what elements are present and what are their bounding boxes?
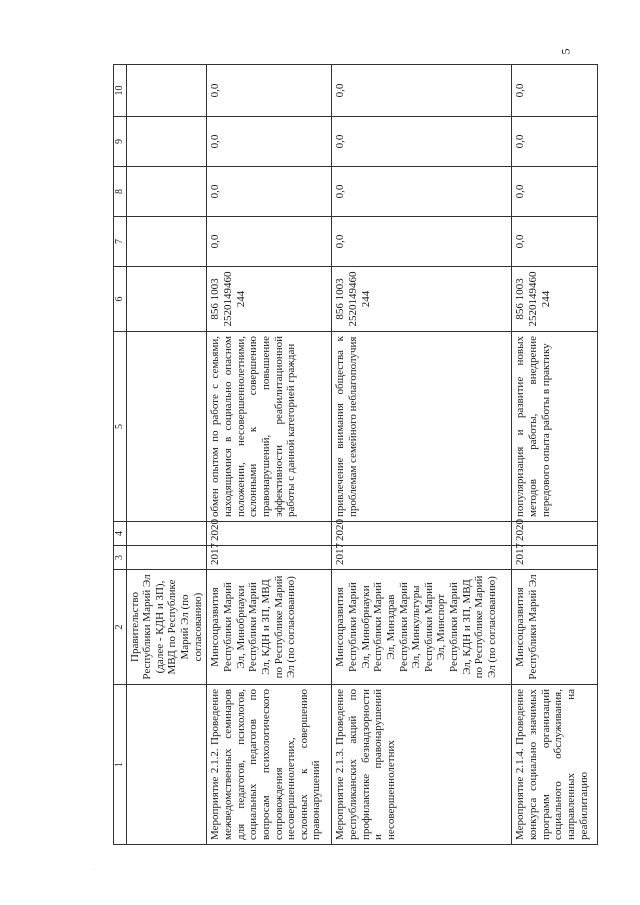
- executor-cell: Минсоцразвития Республики Марий Эл: [512, 570, 598, 685]
- value-cell: 0,0: [512, 217, 598, 267]
- result-cell: обмен опытом по работе с семьями, находящимися в социально опасном положении, несовершеннолетними, склонными к совершению правонарушений, повышение эффективности реабилитационной работы с данной категорией граждан: [207, 332, 332, 522]
- value-cell: 0,0: [207, 167, 332, 217]
- continued-row: [126, 65, 207, 845]
- column-number: 5: [114, 332, 127, 522]
- continued-executor: Правительство Республики Марий Эл (далее - КДН и ЗП), МВД по Республике Марий Эл (по согласованию): [126, 570, 207, 685]
- value-cell: 0,0: [207, 117, 332, 167]
- value-cell: 0,0: [512, 65, 598, 117]
- value-cell: 0,0: [512, 167, 598, 217]
- page-number: 5: [558, 48, 573, 55]
- column-number: 1: [114, 685, 127, 845]
- column-number: 10: [114, 65, 127, 117]
- start-year-cell: 2017: [512, 546, 598, 570]
- value-cell: 0,0: [512, 117, 598, 167]
- executor-cell: Минсоцразвития Республики Марий Эл, Минобрнауки Республики Марий Эл, КДН и ЗП, МВД по Республике Марий Эл (по согласованию): [207, 570, 332, 685]
- result-cell: привлечение внимания общества к проблемам семейного неблагополучия: [332, 332, 512, 522]
- value-cell: 0,0: [207, 65, 332, 117]
- executor-cell: Минсоцразвития Республики Марий Эл, Минобрнауки Республики Марий Эл, Минздрав Республики Марий Эл, Минкультуры Республики Марий Эл, Минспорт Республики Марий Эл, КДН и ЗП, МВД по Республике Марий Эл (по согласованию): [332, 570, 512, 685]
- table-row: [332, 65, 512, 845]
- budget-code-cell: 856 1003 2520149460 244: [512, 267, 598, 332]
- event-cell: Мероприятие 2.1.2. Проведение межведомственных семинаров для педагогов, психологов, социальных педагогов по вопросам психологического сопровождения несовершеннолетних, склонных к совершению правонарушений: [207, 685, 332, 845]
- end-year-cell: 2020: [512, 522, 598, 546]
- column-number: 8: [114, 167, 127, 217]
- budget-code-cell: 856 1003 2520149460 244: [207, 267, 332, 332]
- end-year-cell: 2020: [207, 522, 332, 546]
- start-year-cell: 2017: [332, 546, 512, 570]
- value-cell: 0,0: [332, 217, 512, 267]
- column-number: 7: [114, 217, 127, 267]
- table-row: [512, 65, 598, 845]
- start-year-cell: 2017: [207, 546, 332, 570]
- column-number: 9: [114, 117, 127, 167]
- value-cell: 0,0: [332, 65, 512, 117]
- event-cell: Мероприятие 2.1.3. Проведение республиканских акций по профилактике безнадзорности и правонарушений несовершеннолетних: [332, 685, 512, 845]
- column-number: 2: [114, 570, 127, 685]
- end-year-cell: 2020: [332, 522, 512, 546]
- program-plan-table: [113, 64, 598, 845]
- table-row: [207, 65, 332, 845]
- column-number: 6: [114, 267, 127, 332]
- value-cell: 0,0: [332, 117, 512, 167]
- value-cell: 0,0: [207, 217, 332, 267]
- value-cell: 0,0: [332, 167, 512, 217]
- column-number: 4: [114, 522, 127, 546]
- result-cell: популяризация и развитие новых методов работы, внедрение передового опыта работы в практику: [512, 332, 598, 522]
- rotated-table-area: [113, 65, 618, 845]
- column-number-row: [114, 65, 127, 845]
- column-number: 3: [114, 546, 127, 570]
- event-cell: Мероприятие 2.1.4. Проведение конкурса социально значимых программ организаций социального обслуживания, направленных на реабилитацию: [512, 685, 598, 845]
- budget-code-cell: 856 1003 2520149460 244: [332, 267, 512, 332]
- scan-artifact: ·: [93, 867, 95, 873]
